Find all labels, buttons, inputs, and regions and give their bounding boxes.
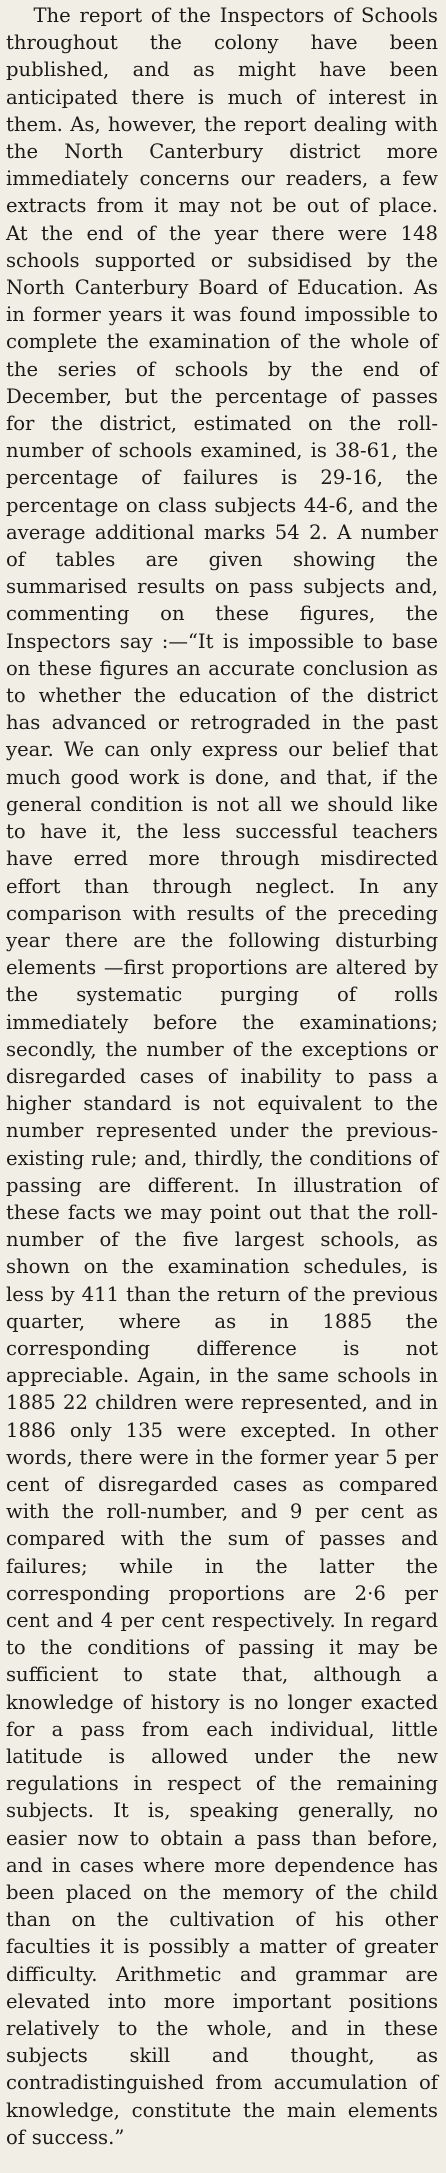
article-body: The report of the Inspectors of Schools throughout the colony have been published, and as might have been anticipated there is much of interest in them. As, however, the report dealing with the North Canterbury district more immediately concerns our readers, a few extracts from it may not be out of place. At the end of the year there were 148 schools supported or subsidised by the North Canterbury Board of Education. As in former years it was found impossible to complete the examination of the whole of the series of schools by the end of December, but the percentage of passes for the district, estimated on the roll-number of schools examined, is 38-61, the percentage of failures is 29-16, the percentage on class subjects 44-6, and the average additional marks 54 2. A number of tables are given showing the summarised results on pass subjects and, commenting on these figures, the Inspectors say :—“It is impossible to base on these figures an accurate conclusion as to whether the education of the district has advanced or retrograded in the past year. We can only express our belief that much good work is done, and that, if the general condition is not all we should like to have it, the less successful teachers have erred more through misdirected effort than through neglect. In any comparison with results of the preceding year there are the following disturbing elements —first proportions are altered by the systematic purging of rolls immediately before the examinations; secondly, the number of the exceptions or disregarded cases of inability to pass a higher standard is not equivalent to the number represented under the previous-existing rule; and, thirdly, the conditions of passing are different. In illustration of these facts we may point out that the roll-number of the five largest schools, as shown on the examination schedules, is less by 411 than the return of the previous quarter, where as in 1885 the corresponding difference is not appreciable. Again, in the same schools in 1885 22 children were represented, and in 1886 only 135 were excepted. In other words, there were in the former year 5 per cent of disregarded cases as compared with the roll-number, and 9 per cent as compared with the sum of passes and failures; while in the latter the corresponding proportions are 2·6 per cent and 4 per cent respectively. In regard to the conditions of passing it may be sufficient to state that, although a knowledge of history is no longer exacted for a pass from each individual, little latitude is allowed under the new regulations in respect of the remaining subjects. It is, speaking generally, no easier now to obtain a pass than before, and in cases where more dependence has been placed on the memory of the child than on the cultivation of his other faculties it is possibly a matter of greater difficulty. Arithmetic and grammar are elevated into more important positions relatively to the whole, and in these subjects skill and thought, as contradistinguished from accumulation of knowledge, constitute the main elements of success.” — [6, 4, 438, 2149]
